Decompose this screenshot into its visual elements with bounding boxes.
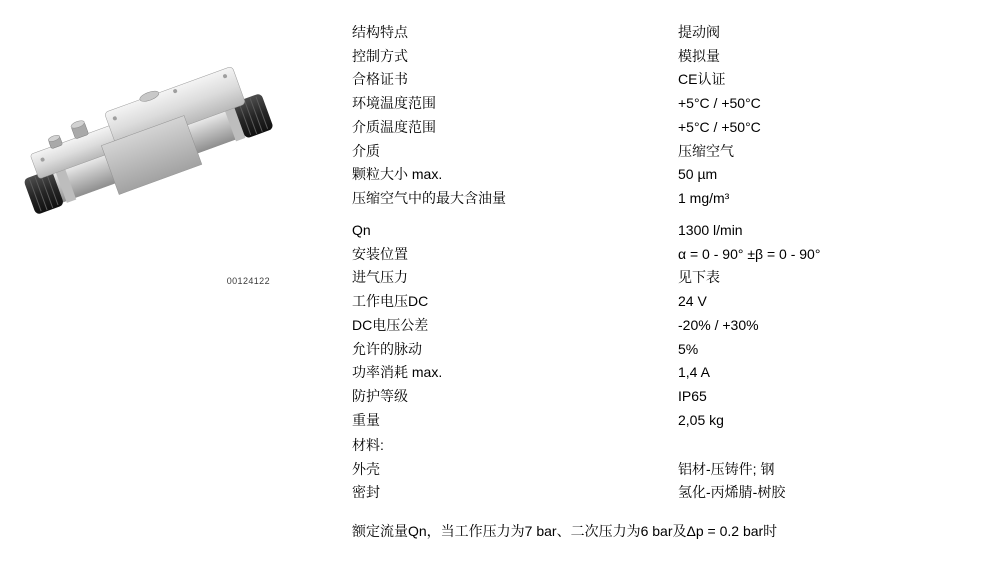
spec-label: 介质温度范围 (352, 118, 436, 135)
spec-row (352, 385, 982, 409)
spec-row (352, 409, 982, 433)
spec-label: 颗粒大小 max. (352, 166, 443, 183)
spec-label: 工作电压DC (352, 293, 429, 310)
spec-value: 提动阀 (678, 24, 720, 40)
spec-label: 密封 (352, 484, 380, 501)
spec-value: 模拟量 (678, 47, 720, 64)
product-photo (18, 66, 278, 298)
spec-label: 控制方式 (352, 47, 408, 64)
spec-value: 5% (678, 340, 699, 357)
product-photo-id: 00124122 (226, 276, 270, 286)
spec-row (352, 361, 982, 385)
spec-row (352, 243, 982, 267)
spec-label: 介质 (352, 142, 380, 159)
spec-row (352, 45, 982, 69)
spec-section-materials (352, 434, 982, 505)
spec-label: 材料: (352, 437, 384, 453)
spec-label: 防护等级 (352, 387, 408, 404)
spec-value: 1,4 A (678, 364, 710, 381)
spec-row (352, 68, 982, 92)
spec-row (352, 21, 982, 45)
spec-label: 合格证书 (352, 71, 408, 88)
spec-value: α = 0 - 90° ±β = 0 - 90° (678, 245, 821, 262)
spec-value: -20% / +30% (678, 316, 759, 333)
spec-value: 氢化-丙烯腈-树胶 (678, 484, 786, 501)
spec-value: 铝材-压铸件; 钢 (678, 460, 775, 477)
spec-row (352, 116, 982, 140)
spec-label: Qn (352, 222, 371, 238)
spec-row (352, 140, 982, 164)
spec-row (352, 92, 982, 116)
spec-value: 1300 l/min (678, 222, 743, 238)
spec-row (352, 266, 982, 290)
spec-row (352, 458, 982, 482)
spec-label: 环境温度范围 (352, 95, 436, 112)
spec-section-general (352, 21, 982, 211)
spec-value: +5°C / +50°C (678, 118, 761, 135)
spec-label: 结构特点 (352, 24, 408, 40)
spec-label: 重量 (352, 411, 380, 428)
spec-value: CE认证 (678, 71, 726, 88)
spec-label: 功率消耗 max. (352, 364, 443, 381)
spec-value: +5°C / +50°C (678, 95, 761, 112)
spec-value (678, 434, 982, 458)
spec-value: 24 V (678, 293, 707, 310)
spec-value: 压缩空气 (678, 142, 734, 159)
valve-illustration (18, 66, 278, 226)
spec-value: IP65 (678, 387, 707, 404)
spec-row (352, 187, 982, 211)
spec-row (352, 434, 982, 458)
spec-value: 50 µm (678, 166, 718, 183)
spec-value: 见下表 (678, 269, 720, 286)
spec-label: 允许的脉动 (352, 340, 422, 357)
spec-label: 进气压力 (352, 269, 408, 286)
spec-label: 外壳 (352, 460, 380, 477)
spec-row (352, 163, 982, 187)
spec-label: 安装位置 (352, 245, 408, 262)
spec-row (352, 481, 982, 505)
spec-value: 2,05 kg (678, 411, 724, 428)
spec-section-operating (352, 219, 982, 432)
footnote: 额定流量Qn，当工作压力为7 bar、二次压力为6 bar及Δp = 0.2 bar时 (352, 523, 778, 539)
spec-row (352, 219, 982, 243)
spec-label: DC电压公差 (352, 316, 429, 333)
spec-row (352, 338, 982, 362)
spec-row (352, 314, 982, 338)
spec-label: 压缩空气中的最大含油量 (352, 189, 506, 206)
spec-value: 1 mg/m³ (678, 189, 730, 206)
spec-row (352, 290, 982, 314)
